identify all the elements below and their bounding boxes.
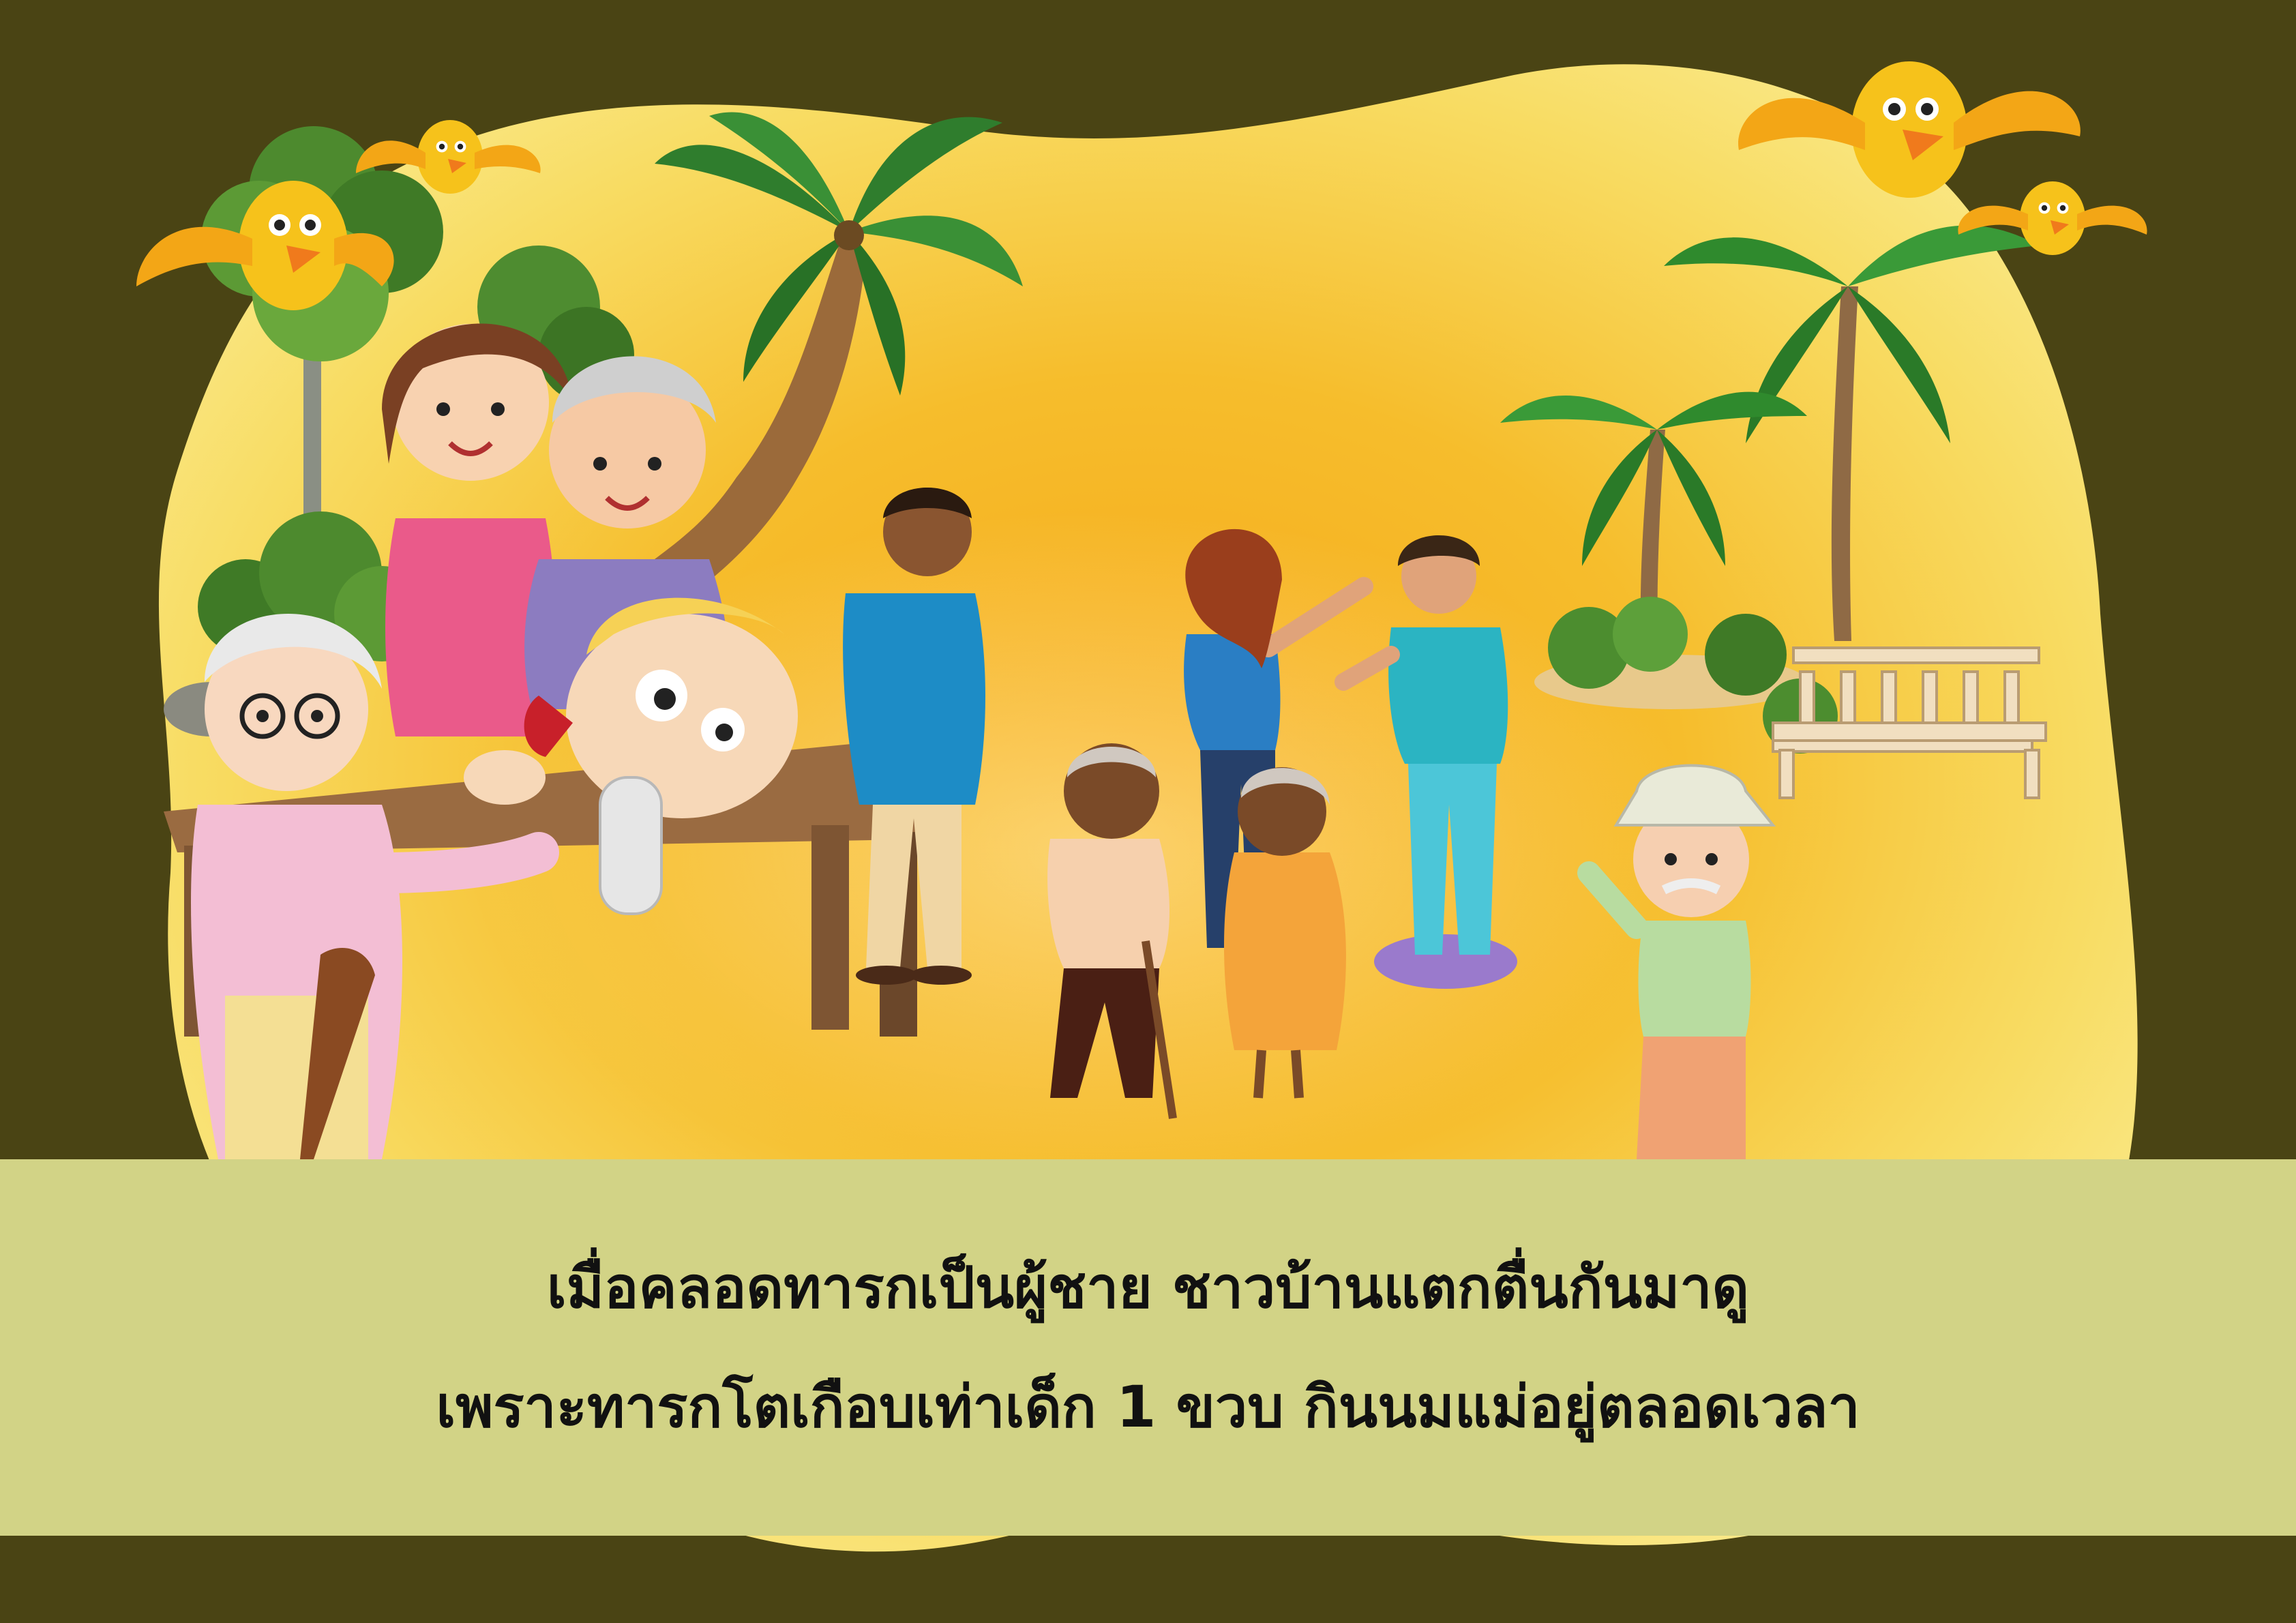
caption-band bbox=[0, 1159, 2296, 1536]
caption-line-1: เมื่อคลอดทารกเป็นผู้ชาย ชาวบ้านแตกตื่นกันมาดู bbox=[546, 1254, 1750, 1321]
caption-line-2: เพราะทารกโตเกือบเท่าเด็ก 1 ขวบ กินนมแม่อยู่ตลอดเวลา bbox=[436, 1373, 1860, 1440]
